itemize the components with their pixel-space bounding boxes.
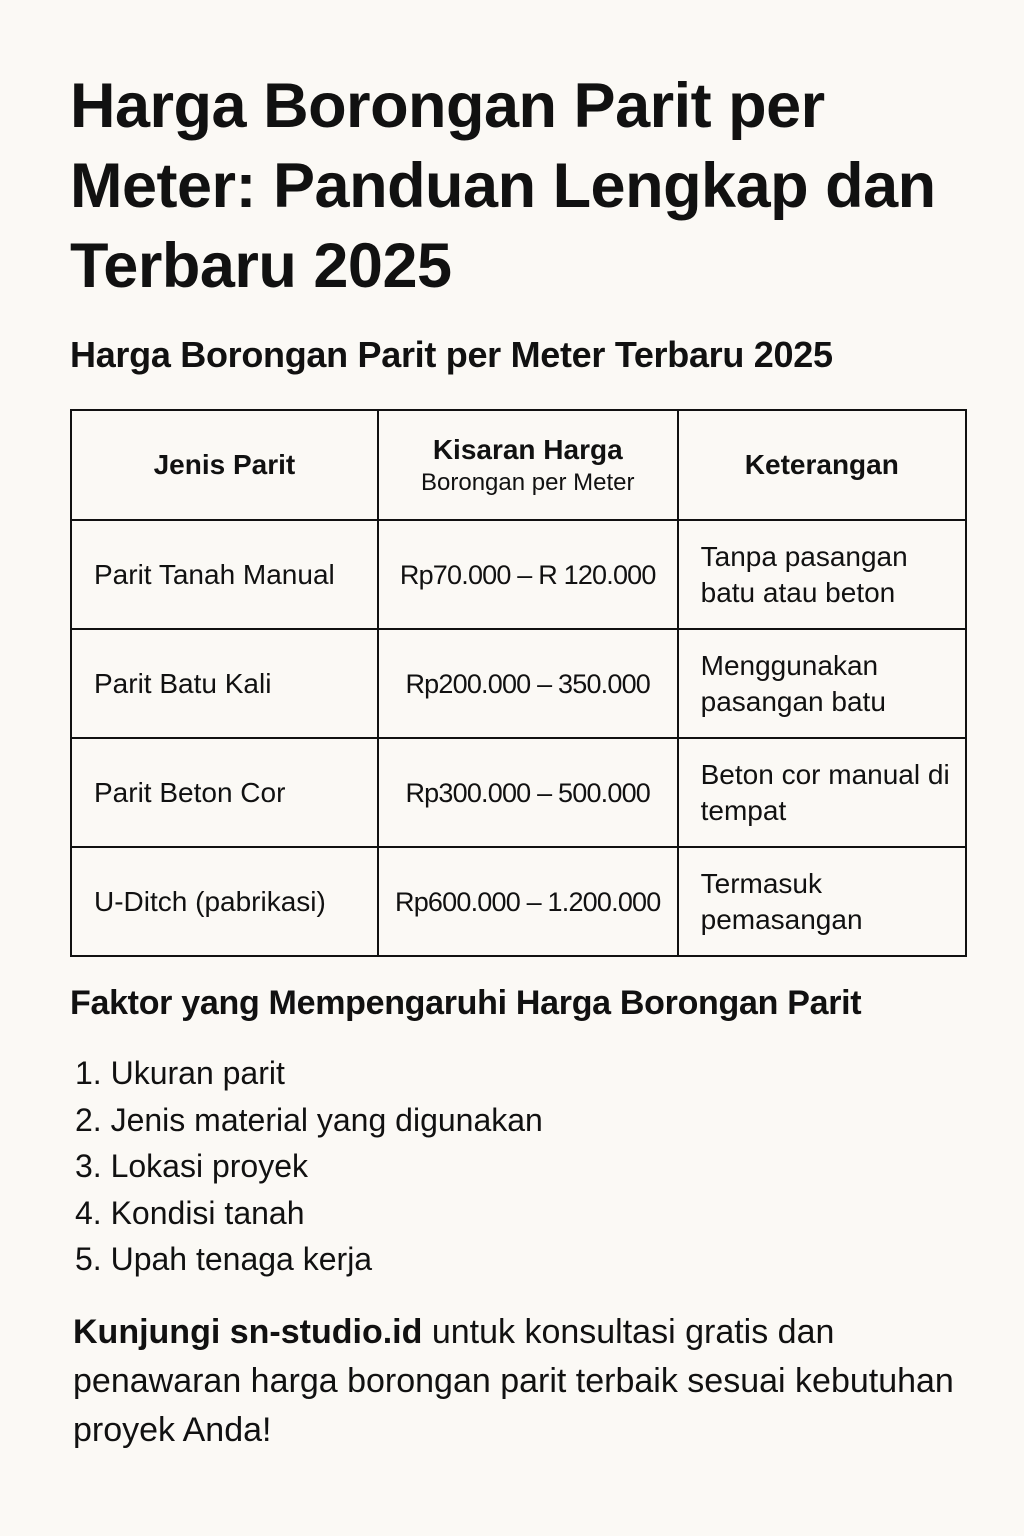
cell-jenis: Parit Batu Kali [71, 629, 378, 738]
cell-harga: Rp600.000 – 1.200.000 [378, 847, 678, 956]
cell-harga: Rp200.000 – 350.000 [378, 629, 678, 738]
cell-jenis: Parit Beton Cor [71, 738, 378, 847]
cell-keterangan: Beton cor manual di tempat [678, 738, 966, 847]
header-jenis-parit: Jenis Parit [71, 410, 378, 520]
table-row [71, 847, 966, 956]
factors-heading: Faktor yang Mempengaruhi Harga Borongan Parit [70, 984, 862, 1022]
cell-jenis: Parit Tanah Manual [71, 520, 378, 629]
cell-keterangan: Tanpa pasangan batu atau beton [678, 520, 966, 629]
table-heading: Harga Borongan Parit per Meter Terbaru 2025 [70, 334, 833, 375]
cell-harga: Rp70.000 – R 120.000 [378, 520, 678, 629]
header-kisaran-main: Kisaran Harga [432, 434, 623, 465]
cell-keterangan: Termasuk pemasangan [678, 847, 966, 956]
header-keterangan: Keterangan [678, 410, 966, 520]
factors-list [75, 1050, 543, 1283]
list-item: 2. Jenis material yang digunakan [75, 1101, 543, 1138]
list-item: 3. Lokasi proyek [75, 1148, 309, 1184]
list-item: 1. Ukuran parit [75, 1055, 285, 1091]
table-row [71, 520, 966, 629]
cta-paragraph [73, 1308, 993, 1455]
cell-harga: Rp300.000 – 500.000 [378, 738, 678, 847]
cell-jenis: U-Ditch (pabrikasi) [71, 847, 378, 956]
price-table [70, 409, 967, 957]
cta-site-link: Kunjungi sn-studio.id [73, 1313, 423, 1351]
table-row [71, 738, 966, 847]
page-title: Harga Borongan Parit per Meter: Panduan Lengkap dan Terbaru 2025 [70, 71, 936, 301]
header-kisaran-sub: Borongan per Meter [421, 469, 635, 496]
header-kisaran-harga [378, 410, 678, 520]
cell-keterangan: Menggunakan pasangan batu [678, 629, 966, 738]
table-header-row [71, 410, 966, 520]
table-row [71, 629, 966, 738]
cta-text: untuk konsultasi gratis dan penawaran harga borongan parit terbaik sesuai kebutuhan proyek Anda! [73, 1313, 954, 1449]
list-item: 4. Kondisi tanah [75, 1194, 305, 1231]
list-item: 5. Upah tenaga kerja [75, 1241, 373, 1277]
